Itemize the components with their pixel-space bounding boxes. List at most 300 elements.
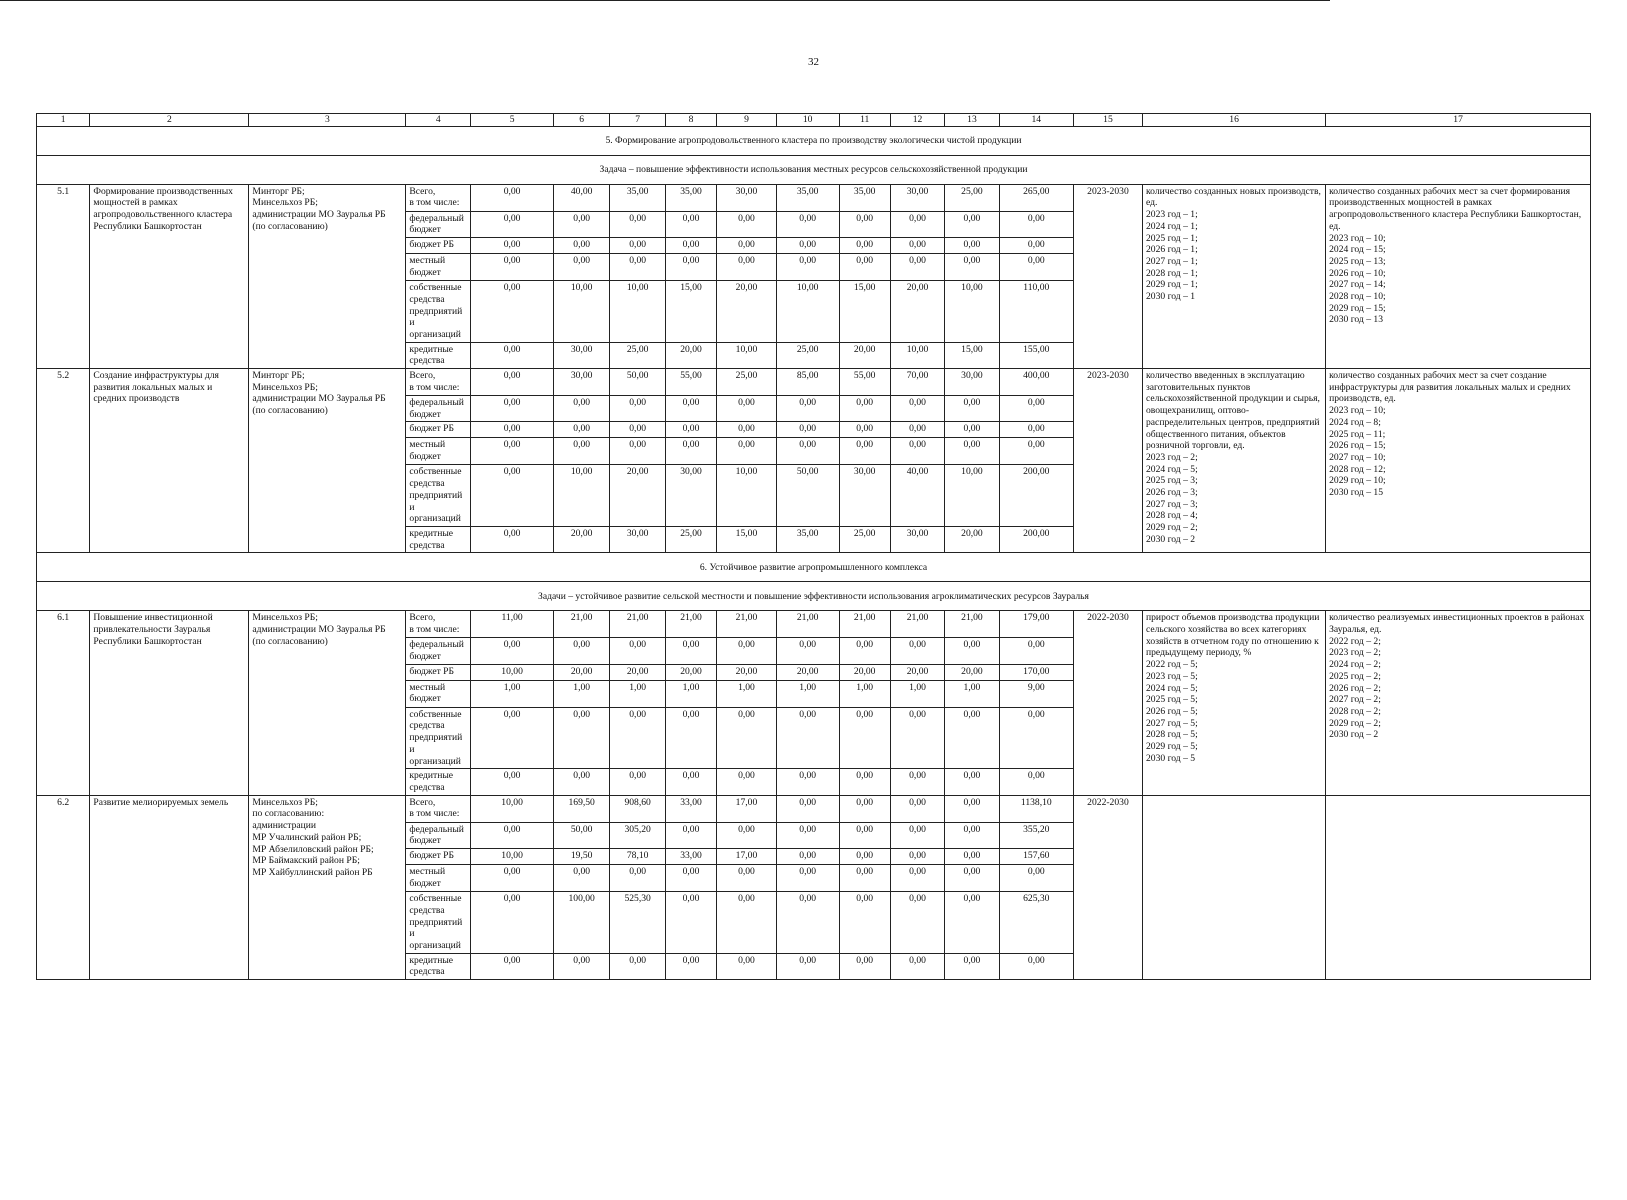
funding-source: собственные средства предприятий и организаций [406, 892, 471, 954]
amount-cell: 0,00 [553, 438, 610, 465]
amount-cell: 70,00 [890, 369, 944, 396]
funding-source: Всего, в том числе: [406, 184, 471, 211]
amount-cell: 0,00 [839, 849, 890, 865]
amount-cell: 30,00 [890, 526, 944, 552]
amount-cell: 0,00 [945, 849, 999, 865]
amount-cell: 20,00 [890, 664, 944, 680]
amount-cell: 0,00 [610, 707, 665, 769]
amount-cell: 0,00 [945, 438, 999, 465]
amount-cell: 33,00 [665, 795, 716, 822]
amount-cell: 25,00 [776, 342, 839, 368]
amount-cell: 0,00 [610, 422, 665, 438]
item-period: 2023-2030 [1073, 184, 1142, 368]
section-5-title-text: 5. Формирование агропродовольственного кластера по производству экологически чистой продукции [37, 126, 1591, 155]
funding-source: бюджет РБ [406, 664, 471, 680]
amount-cell: 400,00 [999, 369, 1073, 396]
amount-cell: 0,00 [890, 396, 944, 422]
funding-source: местный бюджет [406, 865, 471, 892]
amount-cell: 0,00 [471, 822, 554, 848]
col-header: 1 [37, 114, 90, 127]
amount-cell: 0,00 [471, 184, 554, 211]
funding-row [37, 795, 1591, 822]
amount-cell: 0,00 [890, 254, 944, 281]
amount-cell: 10,00 [610, 281, 665, 343]
amount-cell: 19,50 [553, 849, 610, 865]
indicator-17: количество созданных рабочих мест за счет формирования производственных мощностей в рамках агропродовольственного кластера Республики Башкортостан, ед. 2023 год – 10; 2024 год – 15; 2025 год – 13; 2026 год – 10; 2027 год – 14; 2028 год – 10; 2029 год – 15; 2030 год – 13 [1326, 184, 1591, 368]
amount-cell: 0,00 [890, 438, 944, 465]
col-header: 11 [839, 114, 890, 127]
amount-cell: 40,00 [890, 465, 944, 527]
amount-cell: 0,00 [471, 707, 554, 769]
amount-cell: 30,00 [890, 184, 944, 211]
amount-cell: 10,00 [890, 342, 944, 368]
section-6-task-text: Задачи – устойчивое развитие сельской местности и повышение эффективности использования агроклиматических ресурсов Зауралья [37, 582, 1591, 611]
amount-cell: 0,00 [553, 638, 610, 664]
amount-cell: 30,00 [717, 184, 777, 211]
amount-cell: 20,00 [665, 342, 716, 368]
amount-cell: 0,00 [945, 769, 999, 795]
amount-cell: 0,00 [471, 892, 554, 954]
amount-cell: 0,00 [945, 822, 999, 848]
col-header: 12 [890, 114, 944, 127]
amount-cell: 1,00 [717, 680, 777, 707]
col-header: 4 [406, 114, 471, 127]
amount-cell: 0,00 [776, 892, 839, 954]
amount-cell: 0,00 [999, 638, 1073, 664]
amount-cell: 0,00 [945, 638, 999, 664]
amount-cell: 355,20 [999, 822, 1073, 848]
amount-cell: 0,00 [610, 865, 665, 892]
funding-row [37, 184, 1591, 211]
amount-cell: 21,00 [945, 611, 999, 638]
indicator-16: количество созданных новых производств, ед. 2023 год – 1; 2024 год – 1; 2025 год – 1; 2026 год – 1; 2027 год – 1; 2028 год – 1; 2029 год – 1; 2030 год – 1 [1143, 184, 1326, 368]
amount-cell: 0,00 [610, 254, 665, 281]
amount-cell: 0,00 [717, 211, 777, 237]
funding-row [37, 611, 1591, 638]
amount-cell: 10,00 [945, 281, 999, 343]
amount-cell: 11,00 [471, 611, 554, 638]
amount-cell: 0,00 [776, 238, 839, 254]
amount-cell: 10,00 [471, 664, 554, 680]
top-rule [0, 0, 1330, 1]
funding-source: местный бюджет [406, 680, 471, 707]
item-executors: Минсельхоз РБ; по согласованию: администрации МР Учалинский район РБ; МР Абзелиловский район РБ; МР Баймакский район РБ; МР Хайбуллинский район РБ [249, 795, 406, 979]
item-period: 2022-2030 [1073, 611, 1142, 795]
amount-cell: 0,00 [665, 422, 716, 438]
amount-cell: 0,00 [839, 707, 890, 769]
amount-cell: 0,00 [553, 238, 610, 254]
indicator-16: прирост объемов производства продукции сельского хозяйства во всех категориях хозяйств в отчетном году по отношению к предыдущему периоду, % 2022 год – 5; 2023 год – 5; 2024 год – 5; 2025 год – 5; 2026 год – 5; 2027 год – 5; 2028 год – 5; 2029 год – 5; 2030 год – 5 [1143, 611, 1326, 795]
amount-cell: 10,00 [471, 795, 554, 822]
amount-cell: 0,00 [776, 795, 839, 822]
amount-cell: 0,00 [610, 438, 665, 465]
amount-cell: 0,00 [776, 638, 839, 664]
amount-cell: 1,00 [890, 680, 944, 707]
col-header: 9 [717, 114, 777, 127]
amount-cell: 0,00 [471, 769, 554, 795]
amount-cell: 525,30 [610, 892, 665, 954]
item-period: 2022-2030 [1073, 795, 1142, 979]
amount-cell: 0,00 [776, 254, 839, 281]
col-header: 13 [945, 114, 999, 127]
amount-cell: 0,00 [665, 438, 716, 465]
amount-cell: 40,00 [553, 184, 610, 211]
amount-cell: 0,00 [665, 822, 716, 848]
funding-source: Всего, в том числе: [406, 611, 471, 638]
amount-cell: 35,00 [610, 184, 665, 211]
amount-cell: 0,00 [717, 707, 777, 769]
amount-cell: 0,00 [717, 822, 777, 848]
amount-cell: 0,00 [471, 953, 554, 979]
amount-cell: 20,00 [665, 664, 716, 680]
indicator-17: количество созданных рабочих мест за счет создание инфраструктуры для развития локальных малых и средних производств, ед. 2023 год – 10; 2024 год – 8; 2025 год – 11; 2026 год – 15; 2027 год – 10; 2028 год – 12; 2029 год – 10; 2030 год – 15 [1326, 369, 1591, 553]
amount-cell: 30,00 [665, 465, 716, 527]
amount-cell: 10,00 [945, 465, 999, 527]
amount-cell: 85,00 [776, 369, 839, 396]
amount-cell: 0,00 [610, 953, 665, 979]
amount-cell: 0,00 [839, 638, 890, 664]
section-5-title [37, 126, 1591, 155]
item-executors: Минторг РБ; Минсельхоз РБ; администрации МО Зауралья РБ (по согласованию) [249, 369, 406, 553]
amount-cell: 0,00 [553, 396, 610, 422]
amount-cell: 17,00 [717, 795, 777, 822]
funding-source: собственные средства предприятий и организаций [406, 281, 471, 343]
indicator-16 [1143, 795, 1326, 979]
item-number: 6.2 [37, 795, 90, 979]
amount-cell: 0,00 [839, 396, 890, 422]
amount-cell: 0,00 [471, 465, 554, 527]
amount-cell: 35,00 [665, 184, 716, 211]
amount-cell: 0,00 [665, 396, 716, 422]
amount-cell: 1,00 [471, 680, 554, 707]
amount-cell: 0,00 [890, 238, 944, 254]
amount-cell: 0,00 [890, 849, 944, 865]
amount-cell: 0,00 [839, 438, 890, 465]
amount-cell: 0,00 [610, 396, 665, 422]
col-header: 3 [249, 114, 406, 127]
amount-cell: 0,00 [471, 396, 554, 422]
amount-cell: 0,00 [610, 211, 665, 237]
item-executors: Минсельхоз РБ; администрации МО Зауралья РБ (по согласованию) [249, 611, 406, 795]
amount-cell: 0,00 [665, 638, 716, 664]
amount-cell: 21,00 [890, 611, 944, 638]
col-header: 15 [1073, 114, 1142, 127]
amount-cell: 0,00 [553, 953, 610, 979]
amount-cell: 25,00 [839, 526, 890, 552]
indicator-17: количество реализуемых инвестиционных проектов в районах Зауралья, ед. 2022 год – 2; 2023 год – 2; 2024 год – 2; 2025 год – 2; 2026 год – 2; 2027 год – 2; 2028 год – 2; 2029 год – 2; 2030 год – 2 [1326, 611, 1591, 795]
column-number-header [37, 114, 1591, 127]
amount-cell: 21,00 [839, 611, 890, 638]
amount-cell: 0,00 [999, 238, 1073, 254]
amount-cell: 25,00 [717, 369, 777, 396]
amount-cell: 21,00 [776, 611, 839, 638]
amount-cell: 20,00 [839, 342, 890, 368]
amount-cell: 0,00 [717, 422, 777, 438]
amount-cell: 0,00 [471, 526, 554, 552]
funding-source: бюджет РБ [406, 238, 471, 254]
amount-cell: 0,00 [776, 438, 839, 465]
funding-source: местный бюджет [406, 254, 471, 281]
amount-cell: 0,00 [665, 865, 716, 892]
amount-cell: 20,00 [610, 465, 665, 527]
amount-cell: 0,00 [665, 769, 716, 795]
amount-cell: 15,00 [665, 281, 716, 343]
col-header: 8 [665, 114, 716, 127]
amount-cell: 0,00 [717, 238, 777, 254]
amount-cell: 0,00 [999, 396, 1073, 422]
amount-cell: 35,00 [776, 184, 839, 211]
amount-cell: 55,00 [665, 369, 716, 396]
funding-source: бюджет РБ [406, 849, 471, 865]
amount-cell: 20,00 [776, 664, 839, 680]
amount-cell: 10,00 [776, 281, 839, 343]
amount-cell: 15,00 [839, 281, 890, 343]
amount-cell: 30,00 [610, 526, 665, 552]
amount-cell: 0,00 [610, 638, 665, 664]
amount-cell: 305,20 [610, 822, 665, 848]
amount-cell: 0,00 [890, 953, 944, 979]
amount-cell: 0,00 [839, 892, 890, 954]
amount-cell: 1,00 [610, 680, 665, 707]
item-period: 2023-2030 [1073, 369, 1142, 553]
amount-cell: 265,00 [999, 184, 1073, 211]
amount-cell: 20,00 [553, 526, 610, 552]
section-5-task-text: Задача – повышение эффективности использования местных ресурсов сельскохозяйственной продукции [37, 155, 1591, 184]
amount-cell: 0,00 [945, 254, 999, 281]
amount-cell: 0,00 [945, 422, 999, 438]
indicator-17 [1326, 795, 1591, 979]
amount-cell: 0,00 [945, 892, 999, 954]
funding-source: бюджет РБ [406, 422, 471, 438]
amount-cell: 0,00 [471, 342, 554, 368]
amount-cell: 100,00 [553, 892, 610, 954]
amount-cell: 0,00 [776, 769, 839, 795]
amount-cell: 0,00 [839, 795, 890, 822]
col-header: 14 [999, 114, 1073, 127]
amount-cell: 35,00 [839, 184, 890, 211]
amount-cell: 0,00 [665, 953, 716, 979]
page-number: 32 [808, 56, 819, 68]
amount-cell: 0,00 [890, 865, 944, 892]
amount-cell: 0,00 [839, 953, 890, 979]
amount-cell: 200,00 [999, 526, 1073, 552]
amount-cell: 50,00 [776, 465, 839, 527]
amount-cell: 0,00 [553, 769, 610, 795]
program-table [36, 113, 1591, 980]
amount-cell: 25,00 [945, 184, 999, 211]
amount-cell: 20,00 [717, 664, 777, 680]
amount-cell: 1,00 [945, 680, 999, 707]
amount-cell: 0,00 [999, 769, 1073, 795]
funding-source: кредитные средства [406, 342, 471, 368]
amount-cell: 0,00 [471, 211, 554, 237]
amount-cell: 0,00 [471, 369, 554, 396]
col-header: 17 [1326, 114, 1591, 127]
amount-cell: 55,00 [839, 369, 890, 396]
amount-cell: 20,00 [890, 281, 944, 343]
amount-cell: 0,00 [945, 953, 999, 979]
amount-cell: 20,00 [553, 664, 610, 680]
amount-cell: 30,00 [839, 465, 890, 527]
amount-cell: 20,00 [945, 664, 999, 680]
amount-cell: 0,00 [471, 422, 554, 438]
amount-cell: 0,00 [839, 238, 890, 254]
amount-cell: 10,00 [553, 465, 610, 527]
amount-cell: 0,00 [999, 707, 1073, 769]
section-6-title [37, 553, 1591, 582]
amount-cell: 0,00 [999, 438, 1073, 465]
col-header: 2 [90, 114, 249, 127]
item-name: Создание инфраструктуры для развития локальных малых и средних производств [90, 369, 249, 553]
item-number: 6.1 [37, 611, 90, 795]
amount-cell: 1,00 [553, 680, 610, 707]
amount-cell: 20,00 [610, 664, 665, 680]
amount-cell: 10,00 [717, 342, 777, 368]
amount-cell: 0,00 [999, 865, 1073, 892]
amount-cell: 0,00 [776, 865, 839, 892]
amount-cell: 0,00 [890, 707, 944, 769]
section-6-title-text: 6. Устойчивое развитие агропромышленного комплекса [37, 553, 1591, 582]
amount-cell: 0,00 [999, 211, 1073, 237]
amount-cell: 0,00 [717, 254, 777, 281]
amount-cell: 10,00 [717, 465, 777, 527]
amount-cell: 10,00 [471, 849, 554, 865]
col-header: 10 [776, 114, 839, 127]
amount-cell: 0,00 [839, 822, 890, 848]
amount-cell: 0,00 [471, 865, 554, 892]
amount-cell: 30,00 [945, 369, 999, 396]
col-header: 7 [610, 114, 665, 127]
amount-cell: 50,00 [553, 822, 610, 848]
amount-cell: 33,00 [665, 849, 716, 865]
amount-cell: 0,00 [717, 438, 777, 465]
funding-source: кредитные средства [406, 769, 471, 795]
amount-cell: 25,00 [610, 342, 665, 368]
amount-cell: 0,00 [776, 396, 839, 422]
amount-cell: 0,00 [776, 849, 839, 865]
amount-cell: 0,00 [553, 254, 610, 281]
item-number: 5.1 [37, 184, 90, 368]
amount-cell: 0,00 [890, 638, 944, 664]
amount-cell: 0,00 [553, 707, 610, 769]
amount-cell: 20,00 [945, 526, 999, 552]
funding-source: кредитные средства [406, 526, 471, 552]
item-executors: Минторг РБ; Минсельхоз РБ; администрации МО Зауралья РБ (по согласованию) [249, 184, 406, 368]
amount-cell: 157,60 [999, 849, 1073, 865]
section-6-task [37, 582, 1591, 611]
indicator-16: количество введенных в эксплуатацию заготовительных пунктов сельскохозяйственной продукции и сырья, овощехранилищ, оптово-распределительных центров, предприятий общественного питания, объектов розничной торговли, ед. 2023 год – 2; 2024 год – 5; 2025 год – 3; 2026 год – 3; 2027 год – 3; 2028 год – 4; 2029 год – 2; 2030 год – 2 [1143, 369, 1326, 553]
amount-cell: 0,00 [471, 638, 554, 664]
amount-cell: 0,00 [553, 865, 610, 892]
amount-cell: 9,00 [999, 680, 1073, 707]
amount-cell: 50,00 [610, 369, 665, 396]
amount-cell: 0,00 [776, 422, 839, 438]
amount-cell: 0,00 [717, 396, 777, 422]
amount-cell: 0,00 [839, 422, 890, 438]
item-name: Повышение инвестиционной привлекательности Зауралья Республики Башкортостан [90, 611, 249, 795]
col-header: 6 [553, 114, 610, 127]
funding-source: Всего, в том числе: [406, 795, 471, 822]
amount-cell: 0,00 [717, 638, 777, 664]
amount-cell: 0,00 [945, 707, 999, 769]
amount-cell: 0,00 [945, 865, 999, 892]
amount-cell: 0,00 [945, 795, 999, 822]
col-header: 5 [471, 114, 554, 127]
amount-cell: 0,00 [890, 822, 944, 848]
amount-cell: 0,00 [999, 422, 1073, 438]
col-header: 16 [1143, 114, 1326, 127]
item-name: Развитие мелиорируемых земель [90, 795, 249, 979]
amount-cell: 1138,10 [999, 795, 1073, 822]
amount-cell: 0,00 [665, 211, 716, 237]
amount-cell: 0,00 [999, 254, 1073, 281]
amount-cell: 0,00 [665, 707, 716, 769]
amount-cell: 78,10 [610, 849, 665, 865]
amount-cell: 0,00 [890, 211, 944, 237]
amount-cell: 30,00 [553, 369, 610, 396]
amount-cell: 30,00 [553, 342, 610, 368]
funding-source: собственные средства предприятий и организаций [406, 707, 471, 769]
section-5-task [37, 155, 1591, 184]
amount-cell: 0,00 [471, 254, 554, 281]
amount-cell: 20,00 [717, 281, 777, 343]
amount-cell: 0,00 [776, 211, 839, 237]
funding-source: Всего, в том числе: [406, 369, 471, 396]
amount-cell: 21,00 [610, 611, 665, 638]
amount-cell: 0,00 [665, 238, 716, 254]
amount-cell: 0,00 [553, 422, 610, 438]
funding-row [37, 369, 1591, 396]
item-name: Формирование производственных мощностей в рамках агропродовольственного кластера Республики Башкортостан [90, 184, 249, 368]
amount-cell: 0,00 [776, 822, 839, 848]
funding-source: местный бюджет [406, 438, 471, 465]
amount-cell: 0,00 [945, 211, 999, 237]
amount-cell: 169,50 [553, 795, 610, 822]
funding-source: кредитные средства [406, 953, 471, 979]
amount-cell: 0,00 [945, 238, 999, 254]
amount-cell: 0,00 [717, 769, 777, 795]
funding-source: федеральный бюджет [406, 211, 471, 237]
amount-cell: 15,00 [945, 342, 999, 368]
amount-cell: 17,00 [717, 849, 777, 865]
amount-cell: 0,00 [776, 953, 839, 979]
amount-cell: 179,00 [999, 611, 1073, 638]
amount-cell: 0,00 [839, 865, 890, 892]
amount-cell: 0,00 [890, 769, 944, 795]
amount-cell: 0,00 [839, 254, 890, 281]
amount-cell: 0,00 [839, 211, 890, 237]
amount-cell: 20,00 [839, 664, 890, 680]
amount-cell: 0,00 [999, 953, 1073, 979]
amount-cell: 0,00 [610, 769, 665, 795]
amount-cell: 0,00 [717, 865, 777, 892]
amount-cell: 0,00 [839, 769, 890, 795]
amount-cell: 155,00 [999, 342, 1073, 368]
amount-cell: 0,00 [717, 953, 777, 979]
funding-source: федеральный бюджет [406, 638, 471, 664]
amount-cell: 908,60 [610, 795, 665, 822]
amount-cell: 0,00 [945, 396, 999, 422]
funding-source: федеральный бюджет [406, 822, 471, 848]
amount-cell: 1,00 [839, 680, 890, 707]
amount-cell: 110,00 [999, 281, 1073, 343]
amount-cell: 625,30 [999, 892, 1073, 954]
amount-cell: 21,00 [717, 611, 777, 638]
amount-cell: 1,00 [776, 680, 839, 707]
amount-cell: 21,00 [665, 611, 716, 638]
amount-cell: 0,00 [471, 238, 554, 254]
amount-cell: 0,00 [717, 892, 777, 954]
